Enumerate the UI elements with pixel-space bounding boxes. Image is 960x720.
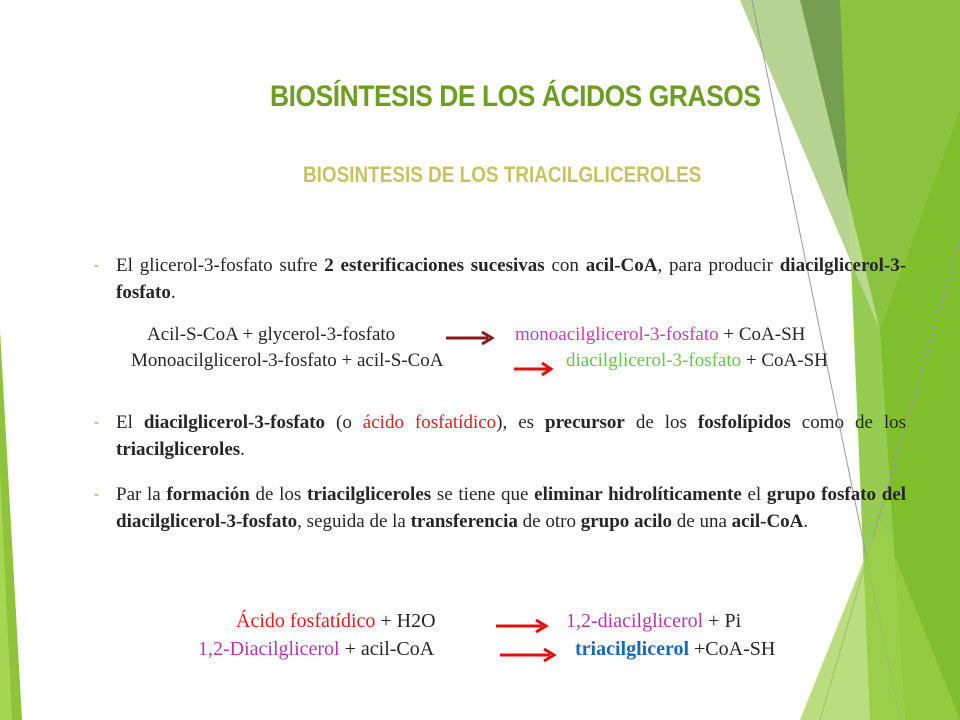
paragraph-3-text: Par la formación de los triacilgliceroles se tiene que eliminar hidrolíticamente el grupo fosfato del diacilglicerol-3-fosfato, seguida de la transferencia de otro grupo acilo de una acil-CoA. xyxy=(116,484,907,532)
equation-4-left: 1,2-Diacilglicerol + acil-CoA xyxy=(198,638,435,660)
bullet-marker: - xyxy=(94,487,99,502)
arrow-icon xyxy=(446,330,496,346)
equation-1-left: Acil-S-CoA + glycerol-3-fosfato xyxy=(147,324,396,345)
equation-2-product: diacilglicerol-3-fosfato xyxy=(566,350,742,371)
paragraph-3 xyxy=(94,481,906,535)
page-subtitle: BIOSINTESIS DE LOS TRIACILGLICEROLES xyxy=(303,162,702,187)
equation-3-right: 1,2-diacilglicerol + Pi xyxy=(566,610,742,632)
equation-4-reactant: 1,2-Diacilglicerol xyxy=(198,638,340,660)
equation-1-right: monoacilglicerol-3-fosfato + CoA-SH xyxy=(515,324,806,345)
equation-3-left: Ácido fosfatídico + H2O xyxy=(236,610,436,632)
equation-1-product: monoacilglicerol-3-fosfato xyxy=(515,324,719,345)
equation-4-product: triacilglicerol xyxy=(575,638,690,660)
paragraph-2-text: El diacilglicerol-3-fosfato (o ácido fosfatídico), es precursor de los fosfolípidos como de los triacilgliceroles. xyxy=(116,412,907,460)
paragraph-1 xyxy=(94,252,906,306)
bullet-marker: - xyxy=(94,258,99,273)
arrow-icon xyxy=(514,360,554,378)
arrow-icon xyxy=(500,646,558,664)
arrow-icon xyxy=(496,617,550,635)
bullet-marker: - xyxy=(94,415,99,430)
equation-2-left: Monoacilglicerol-3-fosfato + acil-S-CoA xyxy=(131,350,444,371)
equation-3-reactant: Ácido fosfatídico xyxy=(236,610,376,632)
equation-2-right: diacilglicerol-3-fosfato + CoA-SH xyxy=(566,350,828,371)
page-title: BIOSÍNTESIS DE LOS ÁCIDOS GRASOS xyxy=(270,80,761,113)
equation-3-product: 1,2-diacilglicerol xyxy=(566,610,704,632)
equation-4-right: triacilglicerol +CoA-SH xyxy=(575,638,776,660)
paragraph-1-text: El glicerol-3-fosfato sufre 2 esterificaciones sucesivas con acil-CoA, para producir diacilglicerol-3-fosfato. xyxy=(116,255,907,303)
paragraph-2 xyxy=(94,409,906,463)
